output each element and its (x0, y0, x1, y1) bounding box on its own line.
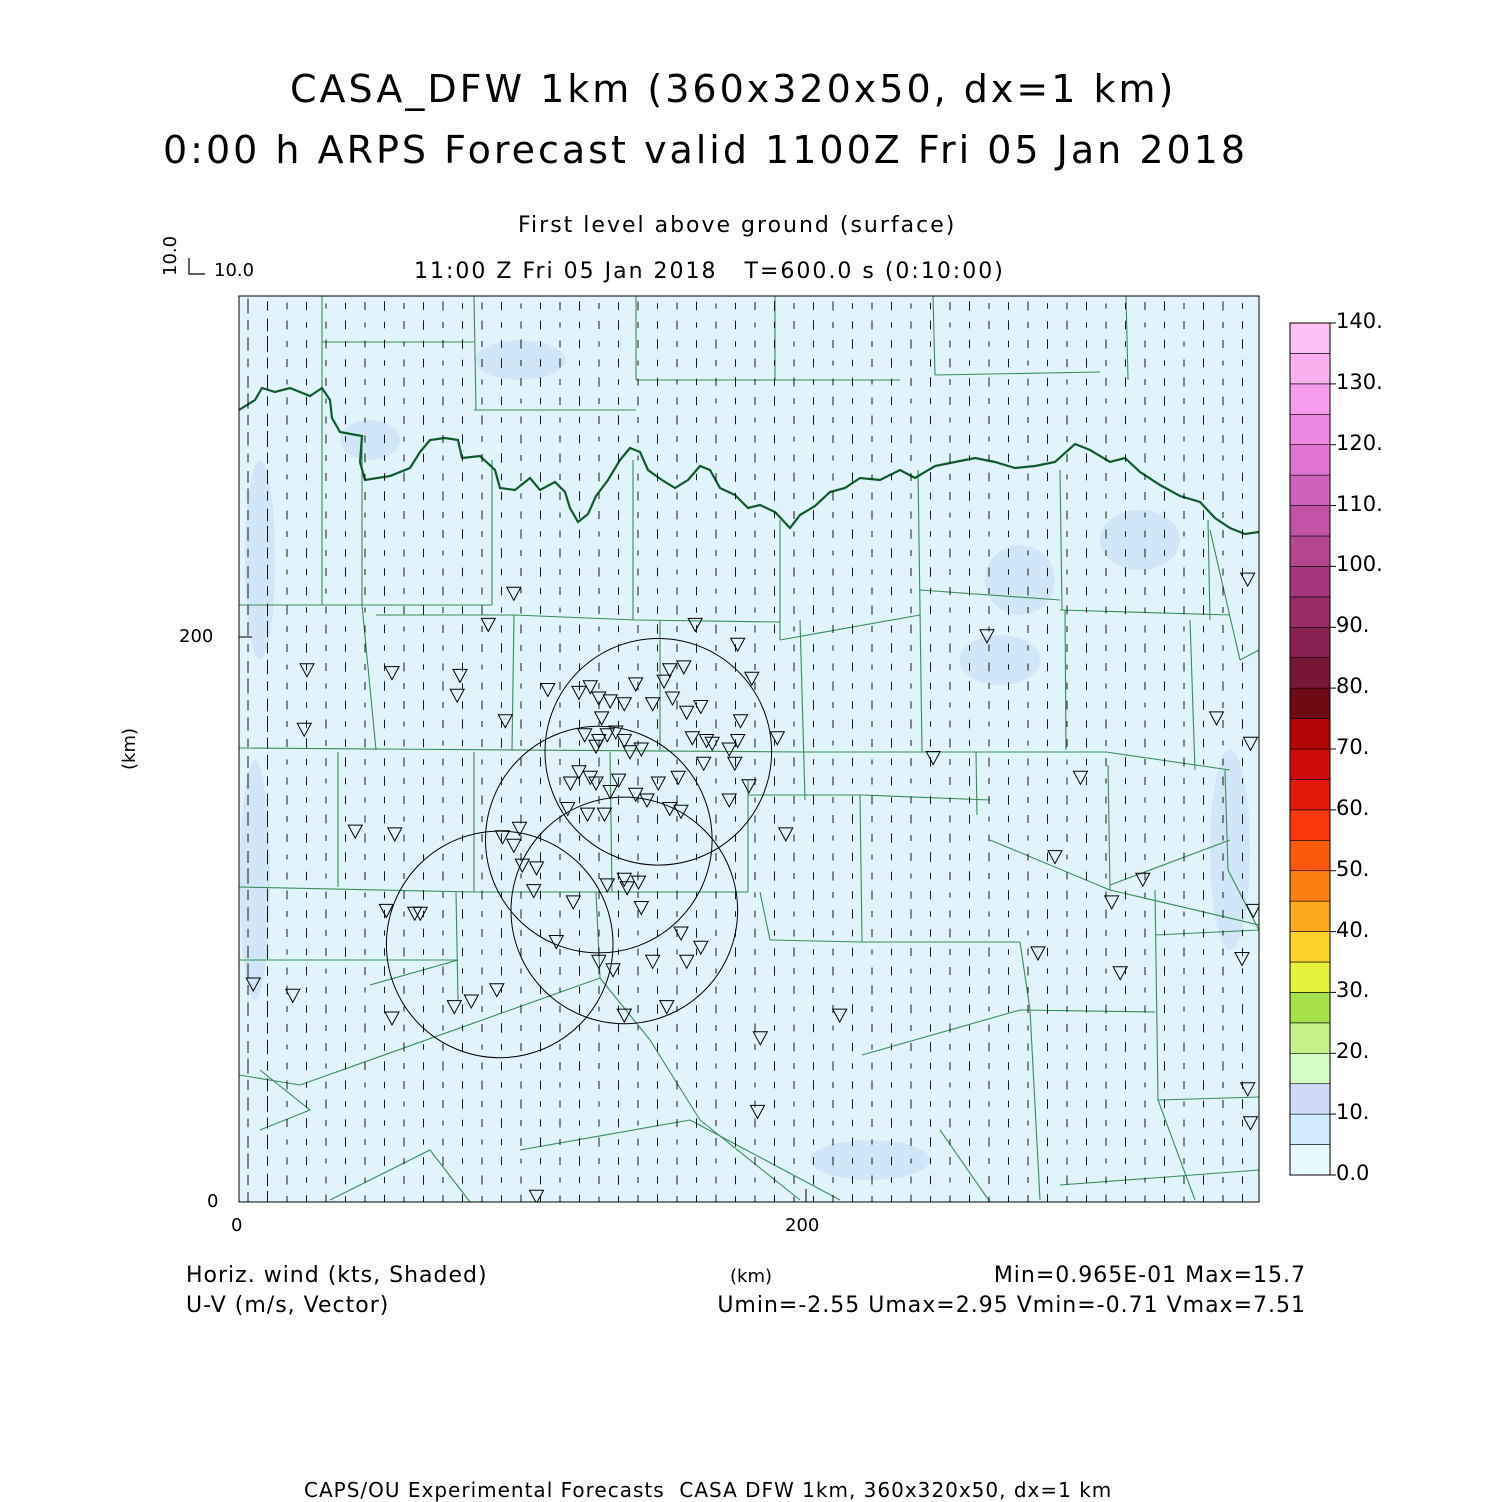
colorbar-segment (1290, 779, 1330, 809)
colorbar-label: 120. (1336, 431, 1383, 455)
time-subtitle: 11:00 Z Fri 05 Jan 2018 T=600.0 s (0:10:00) (414, 259, 1005, 284)
colorbar-label: 110. (1336, 492, 1383, 516)
x-tick-200: 200 (785, 1215, 820, 1236)
colorbar-label: 130. (1336, 370, 1383, 394)
colorbar-segment (1290, 597, 1330, 627)
colorbar-segment (1290, 1053, 1330, 1083)
colorbar-segment (1290, 658, 1330, 688)
colorbar-segment (1290, 353, 1330, 383)
colorbar-label: 40. (1336, 918, 1370, 942)
colorbar-label: 20. (1336, 1039, 1370, 1063)
colorbar-segment (1290, 1023, 1330, 1053)
light-patch (1210, 750, 1250, 950)
colorbar-segment (1290, 1084, 1330, 1114)
colorbar-segment (1290, 749, 1330, 779)
vector-description: U-V (m/s, Vector) (186, 1293, 390, 1318)
colorbar-segment (1290, 688, 1330, 718)
uv-stats: Umin=-2.55 Umax=2.95 Vmin=-0.71 Vmax=7.51 (717, 1293, 1306, 1318)
ref-vector-x-label: 10.0 (214, 260, 255, 281)
colorbar-label: 50. (1336, 857, 1370, 881)
colorbar-label: 10. (1336, 1100, 1370, 1124)
chart-title-line2: 0:00 h ARPS Forecast valid 1100Z Fri 05 Jan 2018 (163, 128, 1249, 172)
ref-vector-y-label: 10.0 (160, 235, 181, 276)
colorbar-segment (1290, 384, 1330, 414)
chart-title-line1: CASA_DFW 1km (360x320x50, dx=1 km) (290, 67, 1177, 111)
colorbar-segment (1290, 901, 1330, 931)
reference-vector (189, 258, 205, 274)
colorbar-segment (1290, 1114, 1330, 1144)
colorbar-segment (1290, 810, 1330, 840)
level-subtitle: First level above ground (surface) (518, 213, 957, 238)
light-patch (475, 340, 565, 380)
colorbar-segment (1290, 475, 1330, 505)
light-patch (1100, 510, 1180, 570)
colorbar-segment (1290, 992, 1330, 1022)
light-patch (245, 460, 275, 660)
y-tick-0: 0 (207, 1191, 219, 1212)
colorbar (1290, 323, 1336, 1175)
colorbar-segment (1290, 536, 1330, 566)
colorbar-segment (1290, 932, 1330, 962)
footer-credit: CAPS/OU Experimental Forecasts CASA DFW 1km, 360x320x50, dx=1 km (304, 1478, 1113, 1502)
colorbar-label: 70. (1336, 735, 1370, 759)
colorbar-segment (1290, 506, 1330, 536)
light-patch (240, 760, 270, 1000)
colorbar-segment (1290, 323, 1330, 353)
light-patch (960, 635, 1040, 685)
colorbar-label: 140. (1336, 309, 1383, 333)
colorbar-label: 60. (1336, 796, 1370, 820)
y-axis-label: (km) (119, 727, 140, 770)
colorbar-label: 30. (1336, 978, 1370, 1002)
colorbar-segment (1290, 627, 1330, 657)
colorbar-label: 80. (1336, 674, 1370, 698)
light-patch (810, 1140, 930, 1180)
colorbar-label: 90. (1336, 613, 1370, 637)
min-max-stats: Min=0.965E-01 Max=15.7 (993, 1263, 1306, 1288)
colorbar-segment (1290, 445, 1330, 475)
colorbar-label: 100. (1336, 552, 1383, 576)
light-patch (985, 545, 1055, 615)
x-axis-label: (km) (730, 1266, 773, 1287)
colorbar-segment (1290, 566, 1330, 596)
colorbar-segment (1290, 1145, 1330, 1175)
y-tick-200: 200 (179, 626, 214, 647)
field-description: Horiz. wind (kts, Shaded) (186, 1263, 488, 1288)
colorbar-segment (1290, 719, 1330, 749)
colorbar-segment (1290, 871, 1330, 901)
light-patch (340, 420, 400, 460)
wind-speed-field (239, 296, 1260, 1207)
colorbar-label: 0.0 (1336, 1161, 1370, 1185)
colorbar-segment (1290, 414, 1330, 444)
x-tick-0: 0 (231, 1215, 243, 1236)
colorbar-segment (1290, 840, 1330, 870)
colorbar-segment (1290, 962, 1330, 992)
